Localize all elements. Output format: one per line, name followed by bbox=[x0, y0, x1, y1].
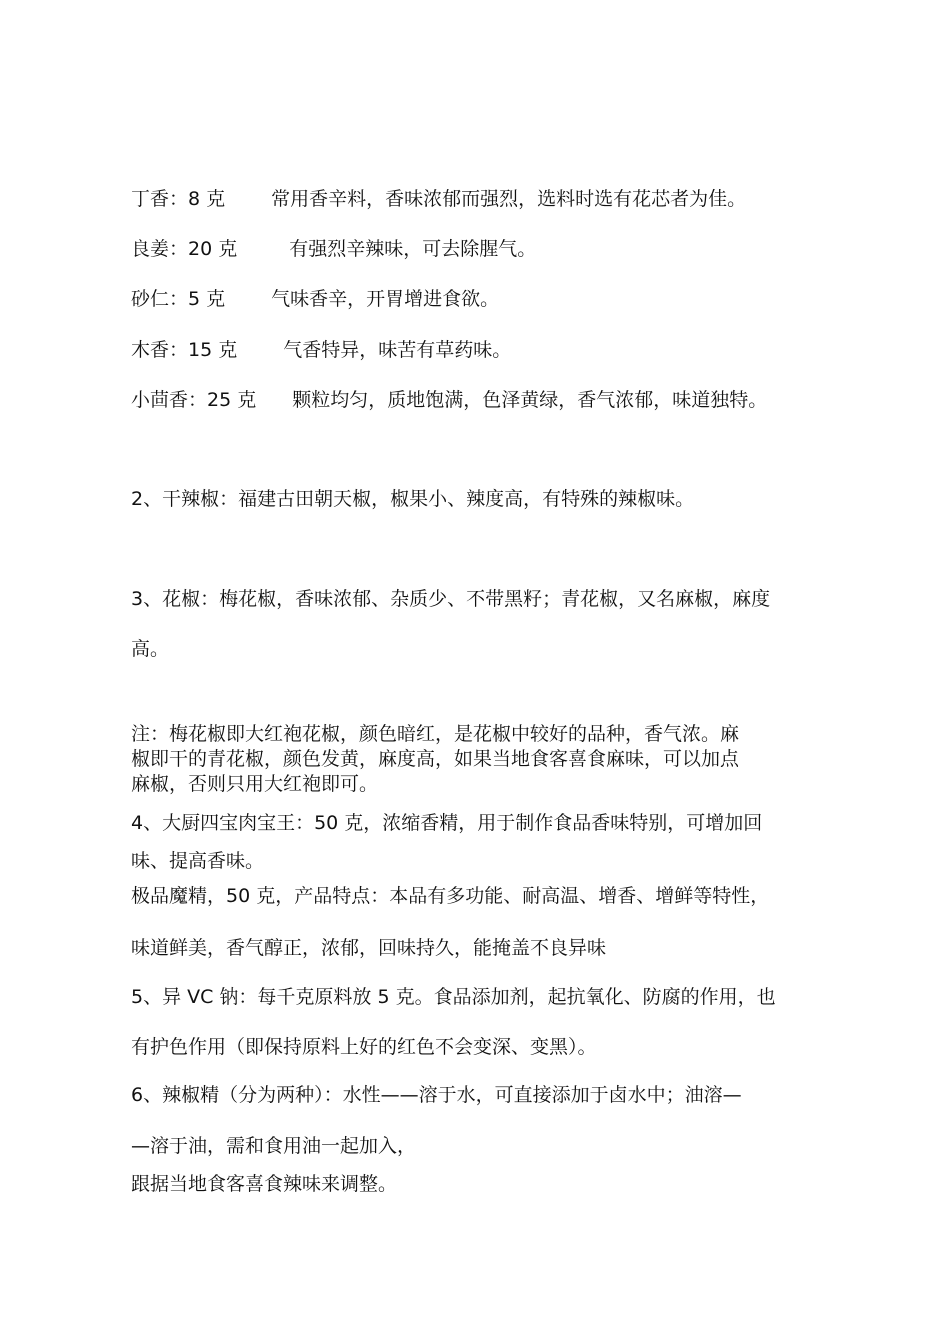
spice-line bbox=[131, 286, 499, 312]
item-4-line-2: 味、提高香味。 bbox=[131, 850, 265, 872]
item-2: 2、干辣椒：福建古田朝天椒，椒果小、辣度高，有特殊的辣椒味。 bbox=[131, 488, 695, 510]
spice-line bbox=[131, 236, 536, 262]
note-line-2: 椒即干的青花椒，颜色发黄，麻度高，如果当地食客喜食麻味，可以加点 bbox=[131, 748, 740, 770]
note-line-1: 注：梅花椒即大红袍花椒，颜色暗红，是花椒中较好的品种，香气浓。麻 bbox=[131, 723, 740, 745]
spice-desc: 颗粒均匀，质地饱满，色泽黄绿，香气浓郁，味道独特。 bbox=[292, 389, 768, 411]
note-line-3: 麻椒，否则只用大红袍即可。 bbox=[131, 773, 379, 795]
item-5-line-2: 有护色作用（即保持原料上好的红色不会变深、变黑）。 bbox=[131, 1036, 597, 1058]
item-6-line-2: —溶于油，需和食用油一起加入， bbox=[131, 1135, 417, 1157]
spice-name: 丁香：8 克 bbox=[131, 188, 226, 210]
spice-desc: 有强烈辛辣味，可去除腥气。 bbox=[289, 238, 537, 260]
item-6-line-1: 6、辣椒精（分为两种）：水性——溶于水，可直接添加于卤水中；油溶— bbox=[131, 1084, 742, 1106]
item-6-line-3: 跟据当地食客喜食辣味来调整。 bbox=[131, 1173, 398, 1195]
spice-name: 木香：15 克 bbox=[131, 339, 238, 361]
spice-name: 良姜：20 克 bbox=[131, 238, 238, 260]
spice-name: 小茴香：25 克 bbox=[131, 389, 257, 411]
spice-line bbox=[131, 337, 511, 363]
spice-name: 砂仁：5 克 bbox=[131, 288, 226, 310]
item-5-line-1: 5、异 VC 钠：每千克原料放 5 克。食品添加剂，起抗氧化、防腐的作用，也 bbox=[131, 986, 776, 1008]
spice-line bbox=[131, 186, 746, 212]
jipin-line-2: 味道鲜美，香气醇正，浓郁，回味持久，能掩盖不良异味 bbox=[131, 937, 607, 959]
spice-desc: 气香特异，味苦有草药味。 bbox=[283, 339, 512, 361]
spice-line bbox=[131, 387, 767, 413]
item-3-line-1: 3、花椒：梅花椒，香味浓郁、杂质少、不带黑籽；青花椒，又名麻椒，麻度 bbox=[131, 588, 771, 610]
item-4-line-1: 4、大厨四宝肉宝王：50 克，浓缩香精，用于制作食品香味特别，可增加回 bbox=[131, 812, 763, 834]
spice-desc: 气味香辛，开胃增进食欲。 bbox=[271, 288, 500, 310]
item-3-line-2: 高。 bbox=[131, 638, 170, 660]
spice-desc: 常用香辛料，香味浓郁而强烈，选料时选有花芯者为佳。 bbox=[271, 188, 747, 210]
jipin-line-1: 极品魔精，50 克，产品特点：本品有多功能、耐高温、增香、增鲜等特性， bbox=[131, 885, 770, 907]
